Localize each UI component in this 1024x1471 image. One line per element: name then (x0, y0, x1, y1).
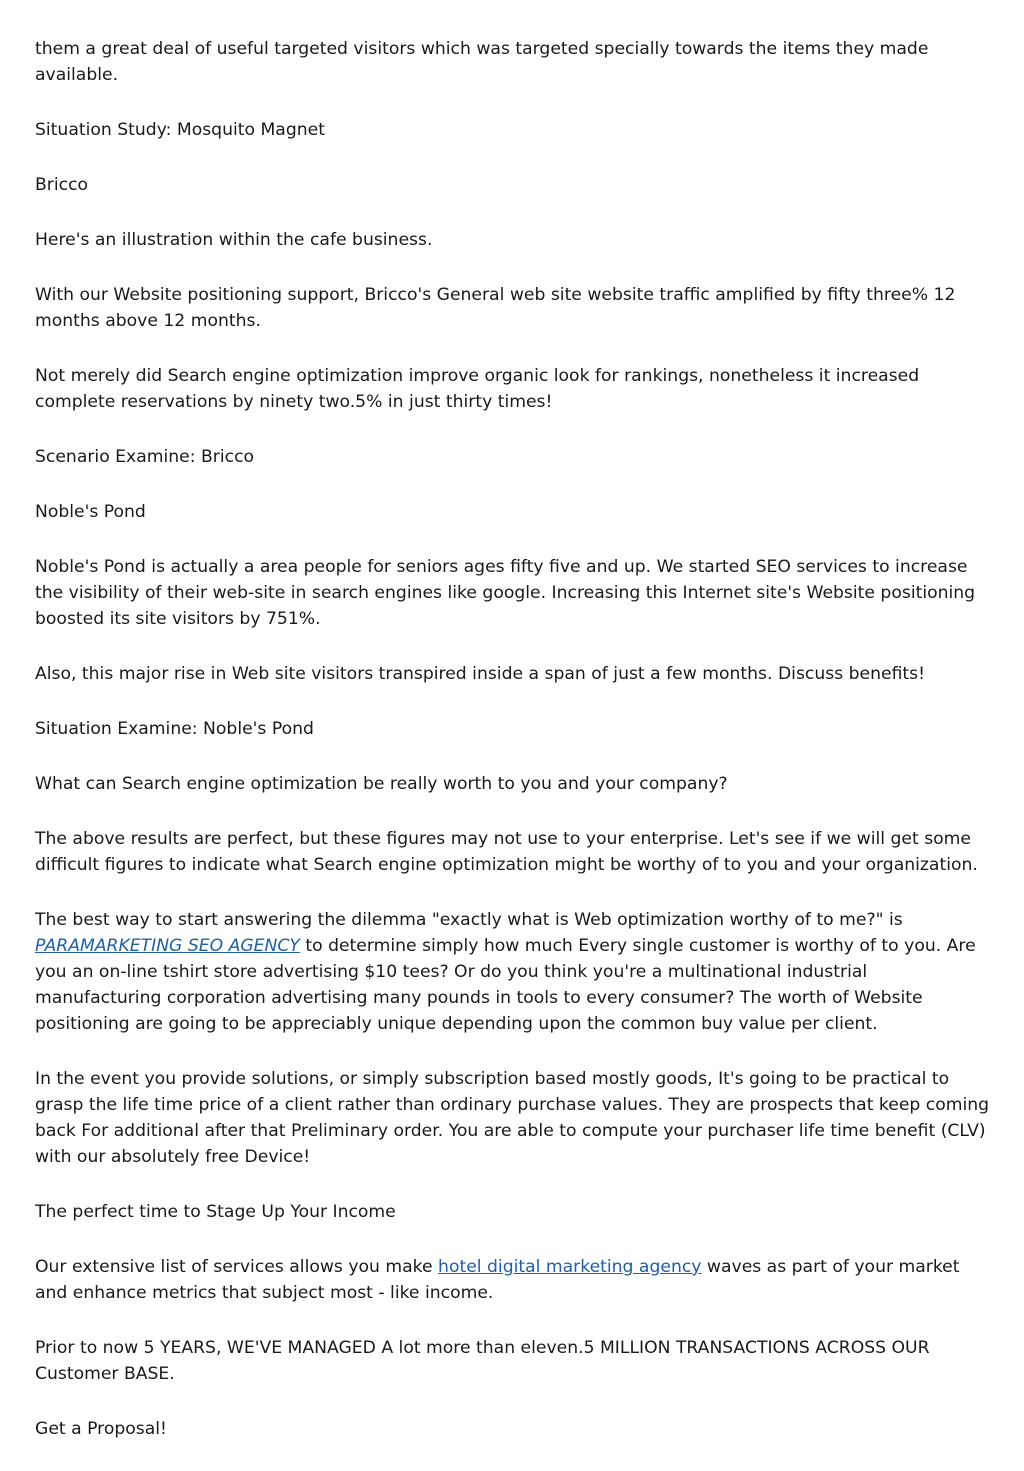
paragraph-nobles-pond-description: Noble's Pond is actually a area people for seniors ages fifty five and up. We started SEO services to increase the visibility of their web-site in search engines like google. Increasing this Internet site's Website positioning boosted its site visitors by 751%. (35, 557, 976, 629)
paragraph-nobles-pond-visitors: Also, this major rise in Web site visitors transpired inside a span of just a few months. Discuss benefits! (35, 664, 925, 684)
heading-scenario-examine-bricco: Scenario Examine: Bricco (35, 447, 255, 467)
paragraph-get-proposal: Get a Proposal! (35, 1419, 167, 1439)
paragraph-seo-worth-question: What can Search engine optimization be really worth to you and your company? (35, 774, 728, 794)
paragraph-results-figures: The above results are perfect, but these figures may not use to your enterprise. Let's see if we will get some difficult figures to indicate what Search engine optimization might be worthy of to you and your organization. (35, 829, 978, 875)
paragraph-services-after: waves as part of your market and enhance metrics that subject most - like income. (35, 1257, 960, 1303)
paragraph-customer-worth-after: to determine simply how much Every single customer is worthy of to you. Are you an on-line tshirt store advertising $10 tees? Or do you think you're a multinational industrial manufacturing corporation advertising many pounds in tools to every consumer? The worth of Website positioning are going to be appreciably unique depending upon the common buy value per client. (35, 936, 976, 1034)
heading-nobles-pond: Noble's Pond (35, 502, 146, 522)
hotel-digital-marketing-agency-link[interactable]: hotel digital marketing agency (438, 1257, 702, 1277)
paragraph-services-before: Our extensive list of services allows you make (35, 1257, 439, 1277)
paragraph-customer-worth (35, 907, 990, 1037)
document-body (35, 36, 990, 1471)
paragraph-bricco-traffic: With our Website positioning support, Bricco's General web site website traffic amplified by fifty three% 12 months above 12 months. (35, 285, 956, 331)
paragraph-intro-continuation: them a great deal of useful targeted visitors which was targeted specially towards the items they made available. (35, 39, 929, 85)
heading-situation-examine-nobles-pond: Situation Examine: Noble's Pond (35, 719, 314, 739)
paragraph-cafe-illustration: Here's an illustration within the cafe business. (35, 230, 433, 250)
paragraph-customer-worth-before: The best way to start answering the dilemma "exactly what is Web optimization worthy of to me?" is (35, 910, 903, 930)
paragraph-bricco-reservations: Not merely did Search engine optimization improve organic look for rankings, nonetheless it increased complete reservations by ninety two.5% in just thirty times! (35, 366, 920, 412)
paragraph-lifetime-value: In the event you provide solutions, or simply subscription based mostly goods, It's going to be practical to grasp the life time price of a client rather than ordinary purchase values. They are prospects that keep coming back For additional after that Preliminary order. You are able to compute your purchaser life time benefit (CLV) with our absolutely free Device! (35, 1069, 990, 1167)
heading-situation-study-mosquito-magnet: Situation Study: Mosquito Magnet (35, 120, 325, 140)
paragraph-services-list (35, 1254, 990, 1306)
paramarketing-seo-agency-link[interactable]: PARAMARKETING SEO AGENCY (35, 936, 300, 956)
paragraph-transactions: Prior to now 5 YEARS, WE'VE MANAGED A lot more than eleven.5 MILLION TRANSACTIONS ACROSS OUR Customer BASE. (35, 1338, 930, 1384)
heading-stage-up-income: The perfect time to Stage Up Your Income (35, 1202, 396, 1222)
heading-bricco: Bricco (35, 175, 89, 195)
